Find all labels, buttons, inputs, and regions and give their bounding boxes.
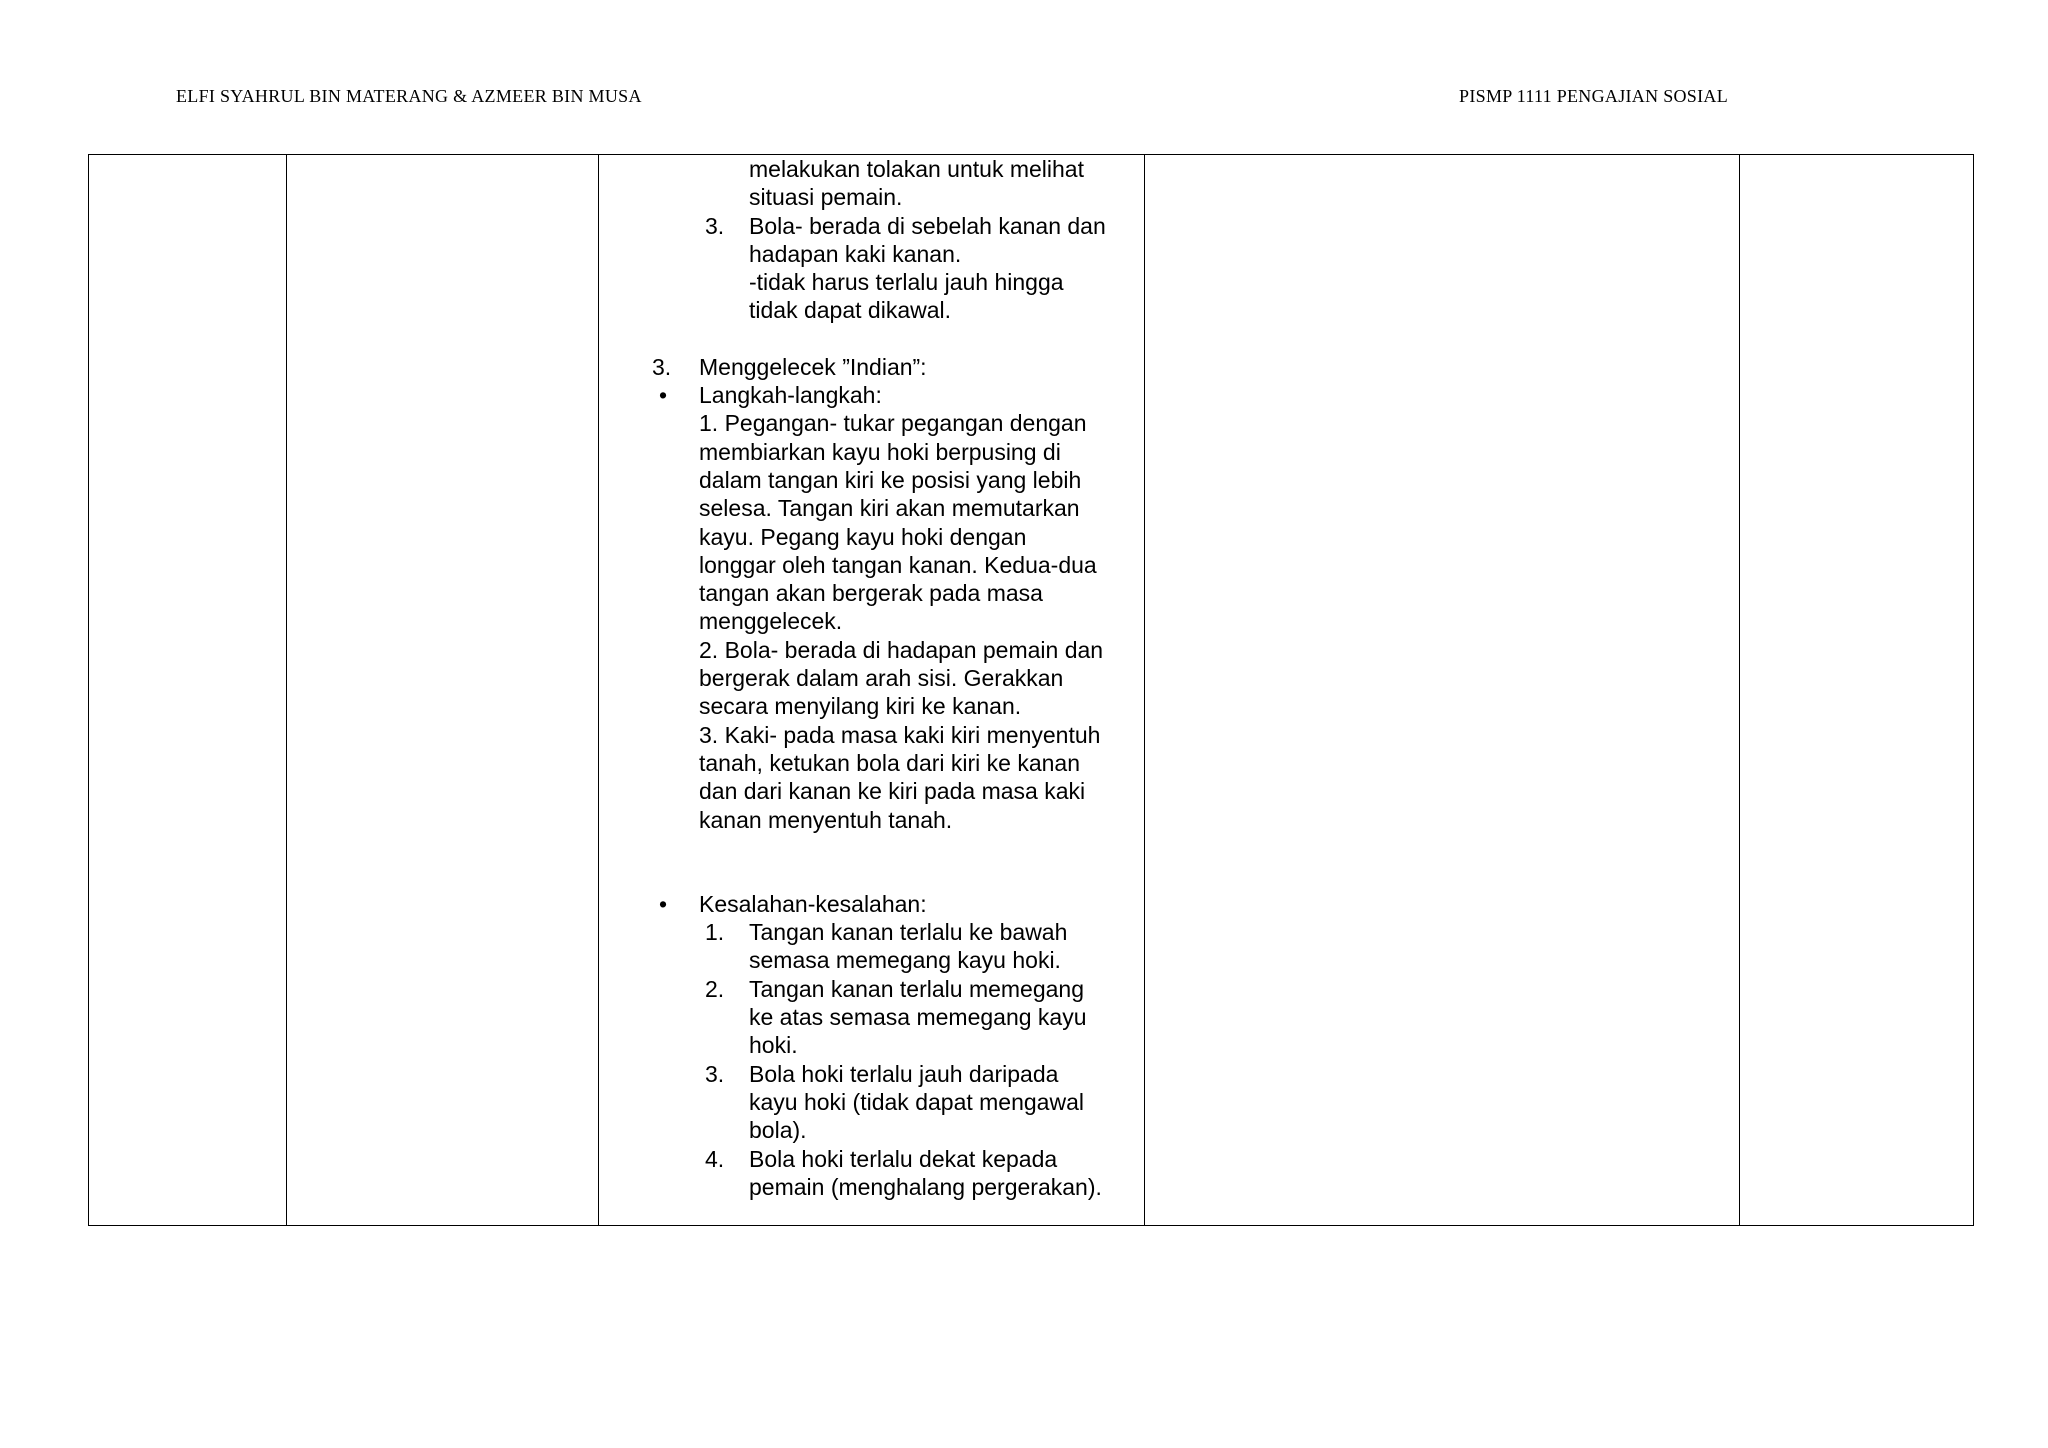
header-right-course: PISMP 1111 PENGAJIAN SOSIAL <box>1459 86 1728 106</box>
text-line: hadapan kaki kanan. <box>749 240 962 267</box>
numbered-item <box>599 212 1144 325</box>
text-line: longgar oleh tangan kanan. Kedua-dua <box>699 551 1097 578</box>
list-item <box>599 1145 1144 1202</box>
text-line: kanan menyentuh tanah. <box>699 806 953 833</box>
list-item <box>599 975 1144 1060</box>
errors-list <box>599 918 1144 1201</box>
text-line: bola). <box>749 1117 807 1144</box>
text-line: membiarkan kayu hoki berpusing di <box>699 438 1061 465</box>
section-number: 3. <box>652 353 672 380</box>
bullet-label: Kesalahan-kesalahan: <box>699 890 927 917</box>
text-line: 3. Kaki- pada masa kaki kiri menyentuh <box>699 721 1101 748</box>
text-line: dalam tangan kiri ke posisi yang lebih <box>699 466 1082 493</box>
text-line: tanah, ketukan bola dari kiri ke kanan <box>699 749 1081 776</box>
text-line: melakukan tolakan untuk melihat <box>749 156 1084 182</box>
bullet-item-errors <box>599 890 1144 918</box>
table-row <box>89 155 1974 1226</box>
text-line: situasi pemain. <box>749 184 903 211</box>
text-line: tangan akan bergerak pada masa <box>699 580 1043 607</box>
text-line: ke atas semasa memegang kayu <box>749 1004 1087 1031</box>
text-line: Bola hoki terlalu dekat kepada <box>749 1145 1058 1172</box>
text-line: semasa memegang kayu hoki. <box>749 947 1061 974</box>
list-item <box>599 918 1144 975</box>
steps-paragraph <box>599 409 1144 833</box>
bullet-icon: • <box>659 382 668 409</box>
table-cell-col3 <box>599 155 1145 1226</box>
lesson-table <box>88 154 1974 1226</box>
table-cell-col1 <box>89 155 287 1226</box>
list-item <box>599 1060 1144 1145</box>
text-line: selesa. Tangan kiri akan memutarkan <box>699 495 1080 522</box>
section-title: Menggelecek ”Indian”: <box>699 353 927 380</box>
bullet-icon: • <box>659 890 668 917</box>
text-line: 2. Bola- berada di hadapan pemain dan <box>699 636 1104 663</box>
text-line: Bola- berada di sebelah kanan dan <box>749 212 1106 239</box>
text-line: bergerak dalam arah sisi. Gerakkan <box>699 665 1064 692</box>
text-line: Tangan kanan terlalu ke bawah <box>749 919 1068 946</box>
text-line: tidak dapat dikawal. <box>749 297 952 324</box>
cell-content <box>599 155 1144 1201</box>
text-line: pemain (menghalang pergerakan). <box>749 1173 1102 1200</box>
item-number: 2. <box>705 975 725 1002</box>
text-line: kayu. Pegang kayu hoki dengan <box>699 523 1027 550</box>
bullet-label: Langkah-langkah: <box>699 382 882 409</box>
table-cell-col2 <box>287 155 599 1226</box>
item-number: 4. <box>705 1145 725 1172</box>
text-line: hoki. <box>749 1032 798 1059</box>
table-cell-col5 <box>1740 155 1974 1226</box>
text-line: -tidak harus terlalu jauh hingga <box>749 269 1064 296</box>
text-line: kayu hoki (tidak dapat mengawal <box>749 1088 1084 1115</box>
item-number: 3. <box>705 1060 725 1087</box>
section-heading <box>599 353 1144 381</box>
text-line: dan dari kanan ke kiri pada masa kaki <box>699 778 1086 805</box>
table-cell-col4 <box>1145 155 1740 1226</box>
text-line: Bola hoki terlalu jauh daripada <box>749 1060 1059 1087</box>
bullet-item-steps <box>599 381 1144 409</box>
text-line: Tangan kanan terlalu memegang <box>749 975 1085 1002</box>
item-number: 3. <box>705 212 725 239</box>
item-number: 1. <box>705 919 725 946</box>
text-line: secara menyilang kiri ke kanan. <box>699 693 1022 720</box>
text-line: menggelecek. <box>699 608 843 635</box>
header-left-authors: ELFI SYAHRUL BIN MATERANG & AZMEER BIN MUSA <box>176 86 642 106</box>
text-line: 1. Pegangan- tukar pegangan dengan <box>699 410 1087 437</box>
